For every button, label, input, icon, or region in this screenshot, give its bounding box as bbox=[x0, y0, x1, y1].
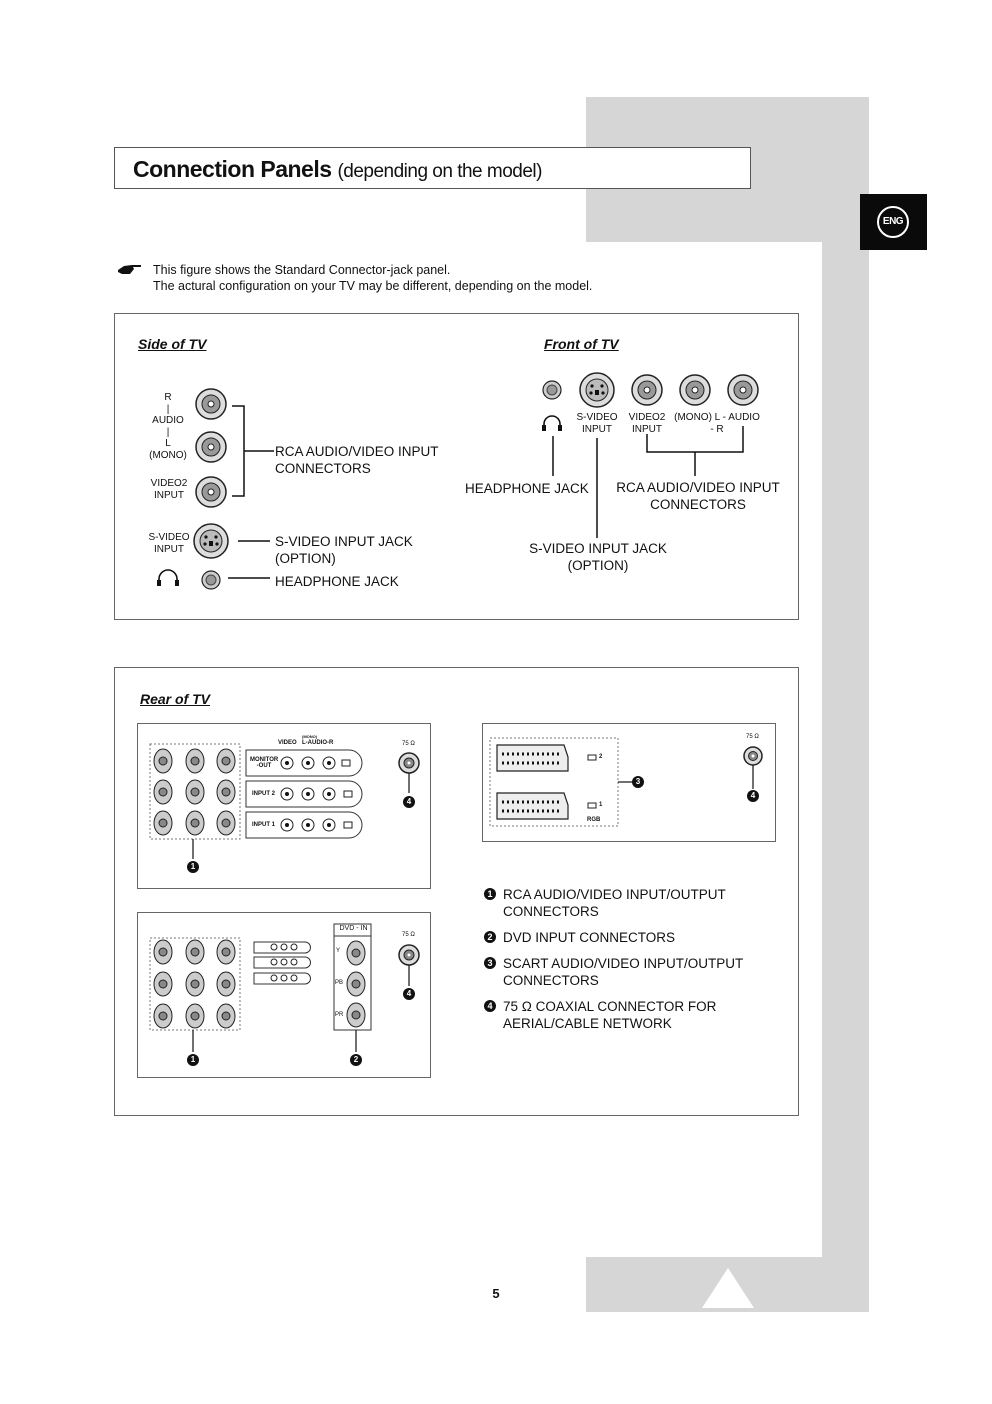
front-svideo-label bbox=[571, 412, 623, 435]
side-svideo-text bbox=[275, 533, 413, 567]
rear-a-hdr-mono: (MONO) bbox=[302, 734, 318, 739]
label-mono: (MONO) bbox=[149, 449, 187, 461]
front-rca-label bbox=[612, 479, 784, 513]
pointing-hand-icon bbox=[116, 262, 142, 276]
title-sub: (depending on the model) bbox=[337, 161, 542, 182]
front-svideo-text bbox=[520, 540, 676, 574]
rear-b-ohm: 75 Ω bbox=[746, 734, 759, 740]
legend-bullet-2: 2 bbox=[484, 931, 496, 943]
rear-c-ohm: 75 Ω bbox=[402, 932, 415, 938]
legend-item-2 bbox=[484, 929, 743, 946]
legend-item-4 bbox=[484, 998, 743, 1032]
coax-connector-a bbox=[399, 753, 419, 773]
label-svideo: S-VIDEO bbox=[148, 532, 190, 543]
language-tab bbox=[860, 194, 927, 250]
label-input: INPUT bbox=[154, 489, 184, 501]
rear-a-row1: MONITOR -OUT bbox=[250, 757, 279, 769]
marker-4-a: 4 bbox=[406, 797, 412, 806]
label-l: L bbox=[165, 438, 171, 449]
rca-grid-a-9 bbox=[217, 811, 235, 835]
page-number: 5 bbox=[492, 1286, 500, 1301]
dvd-pb-jack bbox=[347, 972, 365, 996]
svideo-jack bbox=[194, 524, 228, 558]
rear-panel-a-diagram bbox=[137, 723, 429, 887]
rca-grid-a-6 bbox=[217, 780, 235, 804]
front-video2-label2: INPUT bbox=[632, 423, 662, 435]
side-rca-line2: CONNECTORS bbox=[275, 461, 371, 476]
side-connector-diagram bbox=[140, 380, 280, 600]
front-rca-line1: RCA AUDIO/VIDEO INPUT bbox=[616, 480, 780, 495]
front-rca-audio-r bbox=[728, 375, 758, 405]
page-side-band-strip bbox=[822, 97, 869, 1312]
front-svideo-jack bbox=[580, 373, 614, 407]
marker-2: 2 bbox=[353, 1055, 359, 1064]
rca-grid-c-2 bbox=[186, 940, 204, 964]
front-rca-video2 bbox=[632, 375, 662, 405]
coax-connector-b bbox=[744, 747, 762, 765]
rca-grid-c-4 bbox=[154, 972, 172, 996]
title-main: Connection Panels bbox=[133, 156, 332, 182]
marker-4-c: 4 bbox=[406, 989, 412, 998]
rear-a-ohm: 75 Ω bbox=[402, 741, 415, 747]
legend-bullet-4: 4 bbox=[484, 1000, 496, 1012]
marker-1-a: 1 bbox=[190, 862, 196, 871]
legend-item-3 bbox=[484, 955, 743, 989]
front-svideo-line1: S-VIDEO INPUT JACK bbox=[529, 541, 667, 556]
rca-jack-l bbox=[196, 432, 226, 462]
divider-bar: | bbox=[166, 403, 170, 415]
rca-grid-c-6 bbox=[217, 972, 235, 996]
mini-av-panel bbox=[254, 942, 311, 984]
legend-line-1a: RCA AUDIO/VIDEO INPUT/OUTPUT bbox=[503, 887, 726, 902]
front-video2-label1: VIDEO2 bbox=[628, 412, 666, 423]
rear-panel-b-diagram bbox=[482, 723, 774, 840]
side-title: Side of TV bbox=[138, 336, 207, 352]
legend-line-3a: SCART AUDIO/VIDEO INPUT/OUTPUT bbox=[503, 956, 744, 971]
marker-4-b: 4 bbox=[750, 791, 756, 800]
rca-grid-c-9 bbox=[217, 1004, 235, 1028]
coax-connector-c bbox=[399, 945, 419, 965]
rca-grid-c-7 bbox=[154, 1004, 172, 1028]
legend-line-1b: CONNECTORS bbox=[503, 904, 599, 919]
note-text bbox=[153, 262, 592, 294]
language-badge: ENG bbox=[877, 206, 909, 238]
legend-line-4b: AERIAL/CABLE NETWORK bbox=[503, 1016, 672, 1031]
page-title bbox=[133, 156, 542, 183]
rear-title: Rear of TV bbox=[140, 691, 211, 707]
label-audio: AUDIO bbox=[152, 415, 184, 426]
rca-grid-a-3 bbox=[217, 749, 235, 773]
rca-grid-a-5 bbox=[186, 780, 204, 804]
front-rca-audio-l bbox=[680, 375, 710, 405]
rca-grid-a-1 bbox=[154, 749, 172, 773]
front-svideo-label1: S-VIDEO bbox=[576, 412, 618, 423]
rca-jack-video2 bbox=[196, 477, 226, 507]
rca-jack-r bbox=[196, 389, 226, 419]
side-svideo-line1: S-VIDEO INPUT JACK bbox=[275, 534, 413, 549]
marker-3: 3 bbox=[635, 777, 641, 786]
headphone-jack bbox=[202, 571, 220, 589]
front-rca-line2: CONNECTORS bbox=[650, 497, 746, 512]
rear-a-row3: INPUT 1 bbox=[252, 822, 276, 828]
front-title: Front of TV bbox=[544, 336, 619, 352]
side-svideo-line2: (OPTION) bbox=[275, 551, 336, 566]
label-svideo-input: INPUT bbox=[154, 543, 184, 555]
legend-line-4a: 75 Ω COAXIAL CONNECTOR FOR bbox=[503, 999, 717, 1014]
rear-a-hdr-audio: L-AUDIO-R bbox=[302, 740, 334, 746]
dvd-y-jack bbox=[347, 941, 365, 965]
rca-grid-a-4 bbox=[154, 780, 172, 804]
note-line-1: This figure shows the Standard Connector-jack panel. bbox=[153, 263, 451, 277]
rca-grid-c-1 bbox=[154, 940, 172, 964]
front-svideo-line2: (OPTION) bbox=[567, 558, 629, 573]
rca-grid-c-5 bbox=[186, 972, 204, 996]
legend-item-1 bbox=[484, 886, 743, 920]
headphone-icon bbox=[157, 570, 179, 586]
rear-a-hdr-video: VIDEO bbox=[278, 740, 297, 746]
marker-1-c: 1 bbox=[190, 1055, 196, 1064]
scart-label-1: 1 bbox=[599, 802, 603, 808]
rear-a-row2: INPUT 2 bbox=[252, 791, 276, 797]
front-headphone-text: HEADPHONE JACK bbox=[465, 481, 589, 496]
rca-grid-c-3 bbox=[217, 940, 235, 964]
scart-connector-bottom bbox=[497, 793, 568, 819]
front-audio-label: (MONO) L - AUDIO - R bbox=[674, 412, 760, 435]
scart-label-2: 2 bbox=[599, 754, 603, 760]
rca-grid-a-2 bbox=[186, 749, 204, 773]
front-headphone-icon bbox=[542, 416, 562, 431]
dvd-in-label: DVD - IN bbox=[339, 925, 368, 932]
rca-grid-c-8 bbox=[186, 1004, 204, 1028]
connector-legend bbox=[484, 886, 743, 1041]
side-headphone-text: HEADPHONE JACK bbox=[275, 574, 399, 589]
side-rca-line1: RCA AUDIO/VIDEO INPUT bbox=[275, 444, 439, 459]
dvd-pb-label: PB bbox=[335, 980, 344, 986]
front-svideo-label2: INPUT bbox=[582, 423, 612, 435]
legend-line-2a: DVD INPUT CONNECTORS bbox=[503, 930, 676, 945]
scart-label-rgb: RGB bbox=[587, 817, 601, 823]
front-video2-label bbox=[622, 412, 672, 435]
divider-bar: | bbox=[166, 426, 170, 438]
note-line-2: The actural configuration on your TV may be different, depending on the model. bbox=[153, 279, 593, 293]
side-rca-label bbox=[275, 443, 439, 477]
dvd-pr-label: PR bbox=[335, 1012, 344, 1018]
rca-grid-a-8 bbox=[186, 811, 204, 835]
legend-line-3b: CONNECTORS bbox=[503, 973, 599, 988]
label-r: R bbox=[164, 392, 172, 403]
front-headphone-jack bbox=[543, 381, 561, 399]
scart-connector-top bbox=[497, 745, 568, 771]
legend-bullet-3: 3 bbox=[484, 957, 496, 969]
title-box bbox=[114, 147, 751, 189]
dvd-y-label: Y bbox=[336, 948, 341, 954]
rca-grid-a-7 bbox=[154, 811, 172, 835]
rear-panel-c-diagram bbox=[137, 912, 429, 1076]
dvd-pr-jack bbox=[347, 1003, 365, 1027]
legend-bullet-1: 1 bbox=[484, 888, 496, 900]
label-video2: VIDEO2 bbox=[150, 478, 188, 489]
